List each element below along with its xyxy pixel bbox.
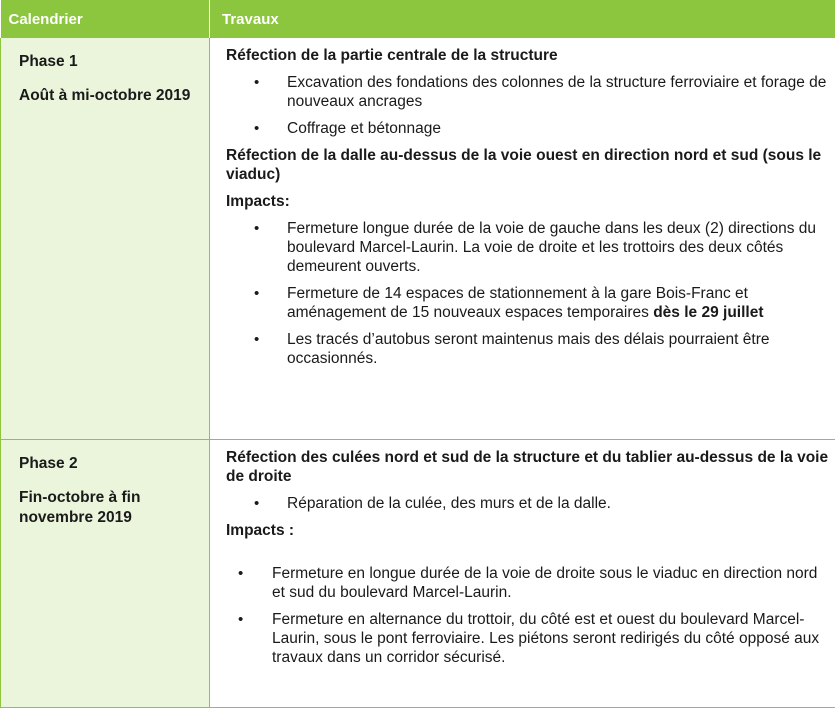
phase1-section1-title: Réfection de la partie centrale de la structure	[226, 47, 558, 64]
list-item: • Fermeture en longue durée de la voie de droite sous le viaduc en direction nord et sud du boulevard Marcel-Laurin.	[238, 564, 818, 601]
list-item: • Les tracés d’autobus seront maintenus mais des délais pourraient être occasionnés.	[254, 331, 770, 367]
phase1-impacts-list	[226, 219, 831, 368]
phase1-works-cell	[210, 38, 835, 439]
bullet-icon: •	[254, 120, 260, 137]
phase2-row	[1, 439, 835, 707]
list-item: • Coffrage et bétonnage	[254, 120, 441, 137]
phase2-name: Phase 2	[19, 454, 78, 472]
header-row	[1, 0, 835, 38]
list-item: • Fermeture de 14 espaces de stationnement à la gare Bois-Franc et aménagement de 15 nouveaux espaces temporaires dès le 29 juillet	[254, 285, 764, 321]
phase1-period: Août à mi-octobre 2019	[19, 87, 191, 104]
header-calendrier: Calendrier	[1, 0, 210, 38]
phase1-row	[1, 38, 835, 439]
phase2-section1-title: Réfection des culées nord et sud de la structure et du tablier au-dessus de la voie de droite	[226, 448, 829, 485]
phase2-impacts-list	[226, 564, 831, 667]
phase1-impacts-title: Impacts:	[226, 193, 290, 210]
phase2-impacts-title: Impacts :	[226, 521, 295, 539]
bullet-icon: •	[254, 74, 260, 91]
bullet-icon: •	[254, 331, 260, 348]
phase2-works-cell	[210, 439, 835, 707]
bullet-icon: •	[238, 610, 244, 628]
list-item: • Fermeture en alternance du trottoir, du côté est et ouest du boulevard Marcel-Laurin, sous le pont ferroviaire. Les piétons seront redirigés du côté opposé aux travaux dans un corridor sécurisé.	[238, 610, 820, 666]
bullet-icon: •	[254, 494, 260, 512]
phase1-section1-list	[226, 73, 831, 138]
phase2-calendar-cell	[1, 439, 210, 707]
phase1-calendar-cell	[1, 38, 210, 439]
bullet-icon: •	[254, 285, 260, 302]
impact-date-highlight: dès le 29 juillet	[653, 304, 764, 321]
phase2-section1-list	[226, 494, 831, 513]
phase1-name: Phase 1	[19, 53, 78, 70]
bullet-icon: •	[238, 564, 244, 582]
list-item: • Réparation de la culée, des murs et de la dalle.	[254, 494, 611, 512]
header-travaux: Travaux	[210, 0, 835, 38]
phase2-period: Fin-octobre à fin novembre 2019	[19, 488, 141, 526]
list-item: • Fermeture longue durée de la voie de gauche dans les deux (2) directions du boulevard Marcel-Laurin. La voie de droite et les trottoirs des deux côtés demeurent ouverts.	[254, 220, 817, 275]
phase1-section2-title: Réfection de la dalle au-dessus de la voie ouest en direction nord et sud (sous le viaduc)	[226, 147, 822, 183]
list-item: • Excavation des fondations des colonnes de la structure ferroviaire et forage de nouveaux ancrages	[254, 74, 827, 110]
bullet-icon: •	[254, 220, 260, 237]
